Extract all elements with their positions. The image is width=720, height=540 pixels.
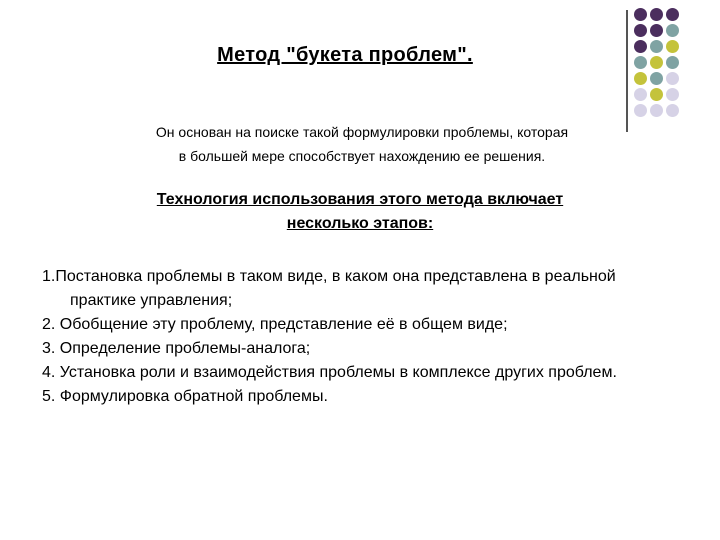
subheading bbox=[100, 188, 620, 236]
decor-dot bbox=[666, 72, 679, 85]
step-item-4: 4. Установка роли и взаимодействия проблемы в комплексе других проблем. bbox=[42, 364, 617, 381]
decor-dot bbox=[666, 8, 679, 21]
steps-list bbox=[42, 265, 642, 409]
decor-dot bbox=[650, 40, 663, 53]
step-item-2: 2. Обобщение эту проблему, представление её в общем виде; bbox=[42, 316, 508, 333]
decor-dot bbox=[666, 56, 679, 69]
decor-dot bbox=[666, 104, 679, 117]
decor-dot bbox=[666, 40, 679, 53]
decor-dot-grid bbox=[634, 8, 714, 118]
decor-dot bbox=[634, 104, 647, 117]
decor-dot bbox=[650, 56, 663, 69]
step-item-3: 3. Определение проблемы-аналога; bbox=[42, 340, 311, 357]
decor-dot bbox=[650, 72, 663, 85]
decor-dot bbox=[650, 88, 663, 101]
decor-dot bbox=[634, 40, 647, 53]
step-item-1: 1.Постановка проблемы в таком виде, в каком она представлена в реальной практике управления; bbox=[42, 268, 616, 309]
intro-line-1: Он основан на поиске такой формулировки проблемы, которая bbox=[155, 124, 569, 140]
decor-dot bbox=[650, 104, 663, 117]
decor-dot bbox=[666, 24, 679, 37]
decor-dot bbox=[634, 24, 647, 37]
intro-line-2: в большей мере способствует нахождению ее решения. bbox=[178, 148, 546, 164]
decor-dot bbox=[666, 88, 679, 101]
step-item-5: 5. Формулировка обратной проблемы. bbox=[42, 388, 328, 405]
decor-dot bbox=[650, 24, 663, 37]
decor-dot bbox=[634, 72, 647, 85]
decor-dot bbox=[634, 88, 647, 101]
decor-dot bbox=[634, 56, 647, 69]
subheading-line-1: Технология использования этого метода включает bbox=[156, 191, 564, 208]
intro-text bbox=[112, 120, 612, 168]
decor-divider bbox=[626, 10, 628, 132]
decor-dot bbox=[650, 8, 663, 21]
decor-dot bbox=[634, 8, 647, 21]
slide-title: Метод "букета проблем". bbox=[217, 44, 473, 66]
subheading-line-2: несколько этапов: bbox=[286, 215, 434, 232]
